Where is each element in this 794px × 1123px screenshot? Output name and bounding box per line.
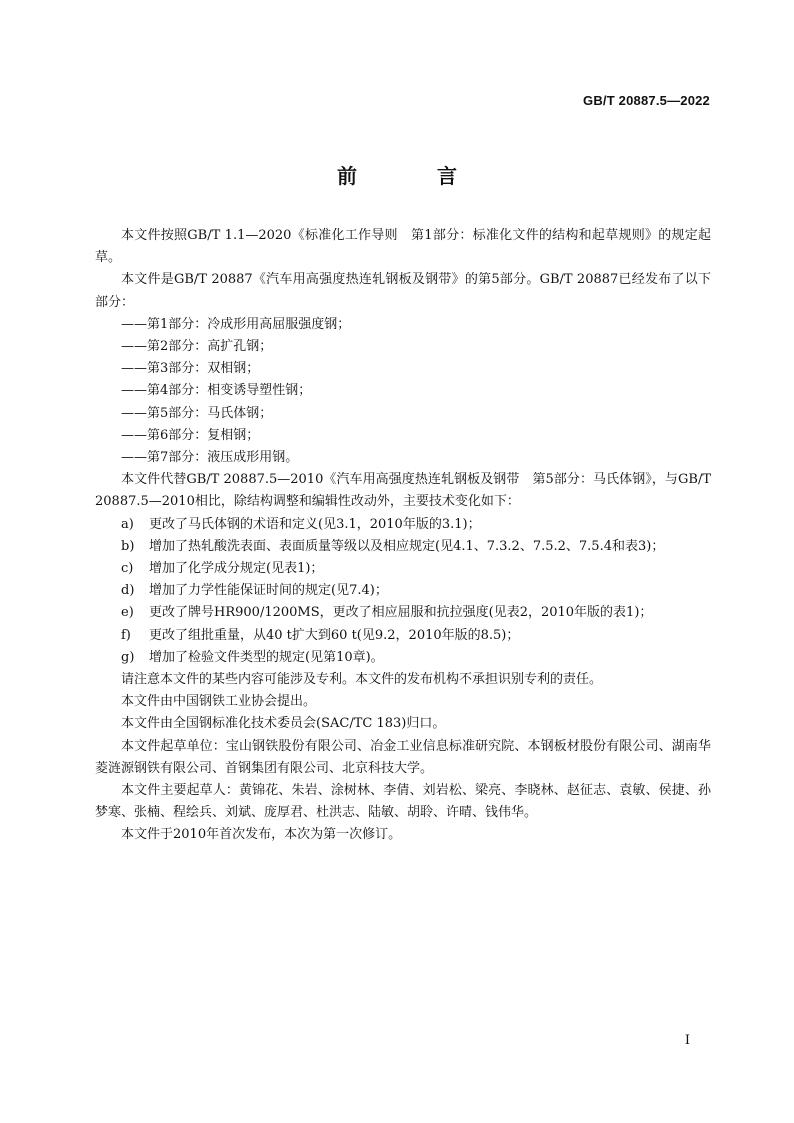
change-text: 增加了检验文件类型的规定(见第10章)。: [149, 649, 384, 665]
list-item: ——第3部分：双相钢；: [121, 361, 260, 377]
paragraph-replacement: 本文件代替GB/T 20887.5—2010《汽车用高强度热连轧钢板及钢带 第5部分：马氏体钢》，与GB/T 20887.5—2010相比，除结构调整和编辑性改动外，主要技术变化如下：: [95, 472, 711, 510]
change-label: g): [121, 649, 135, 665]
paragraph-drafters: 本文件主要起草人：黄锦花、朱岩、涂树林、李倩、刘岩松、梁亮、李晓林、赵征志、袁敏、侯捷、孙梦寒、张楠、程绘兵、刘斌、庞厚君、杜洪志、陆敏、胡聆、许晴、钱伟华。: [95, 783, 711, 821]
change-text: 更改了牌号HR900/1200MS，更改了相应屈服和抗拉强度(见表2，2010年版的表1)；: [149, 605, 653, 621]
change-label: c): [121, 561, 134, 577]
paragraph-drafting-units: 本文件起草单位：宝山钢铁股份有限公司、冶金工业信息标准研究院、本钢板材股份有限公司、湖南华菱涟源钢铁有限公司、首钢集团有限公司、北京科技大学。: [95, 738, 711, 776]
paragraph-patent-notice: 请注意本文件的某些内容可能涉及专利。本文件的发布机构不承担识别专利的责任。: [121, 672, 603, 688]
parts-list: [95, 314, 711, 469]
paragraph-history: 本文件于2010年首次发布，本次为第一次修订。: [121, 827, 402, 843]
paragraph-drafting-rule: 本文件按照GB/T 1.1—2020《标准化工作导则 第1部分：标准化文件的结构和起草规则》的规定起草。: [95, 228, 711, 266]
list-item: ——第1部分：冷成形用高屈服强度钢；: [121, 316, 351, 332]
change-item: [95, 625, 711, 647]
change-text: 更改了组批重量，从40 t扩大到60 t(见9.2，2010年版的8.5)；: [149, 627, 520, 643]
page-number: I: [684, 1033, 690, 1048]
change-label: a): [121, 516, 134, 532]
change-item: [95, 514, 711, 536]
list-item: ——第5部分：马氏体钢；: [121, 405, 273, 421]
standard-number: GB/T 20887.5—2022: [583, 93, 710, 108]
change-text: 增加了热轧酸洗表面、表面质量等级以及相应规定(见4.1、7.3.2、7.5.2、7.5.4和表3)；: [149, 538, 665, 554]
change-text: 更改了马氏体钢的术语和定义(见3.1，2010年版的3.1)；: [149, 516, 481, 532]
change-label: e): [121, 605, 134, 621]
change-label: d): [121, 583, 135, 599]
list-item: ——第6部分：复相钢；: [121, 427, 260, 443]
paragraph-committee: 本文件由全国钢标准化技术委员会(SAC/TC 183)归口。: [121, 716, 446, 732]
change-text: 增加了化学成分规定(见表1)；: [149, 561, 324, 577]
document-body: [95, 225, 711, 847]
change-item: [95, 602, 711, 624]
change-item: [95, 647, 711, 669]
change-text: 增加了力学性能保证时间的规定(见7.4)；: [149, 583, 388, 599]
change-item: [95, 536, 711, 558]
list-item: ——第7部分：液压成形用钢。: [121, 450, 299, 466]
list-item: ——第2部分：高扩孔钢；: [121, 339, 273, 355]
change-item: [95, 580, 711, 602]
changes-list: [95, 514, 711, 669]
page-title: 前 言: [337, 164, 487, 188]
list-item: ——第4部分：相变诱导塑性钢；: [121, 383, 312, 399]
change-label: b): [121, 538, 135, 554]
change-item: [95, 558, 711, 580]
change-label: f): [121, 627, 131, 643]
paragraph-proposer: 本文件由中国钢铁工业协会提出。: [121, 694, 317, 710]
paragraph-series-intro: 本文件是GB/T 20887《汽车用高强度热连轧钢板及钢带》的第5部分。GB/T 20887已经发布了以下部分：: [95, 272, 711, 310]
